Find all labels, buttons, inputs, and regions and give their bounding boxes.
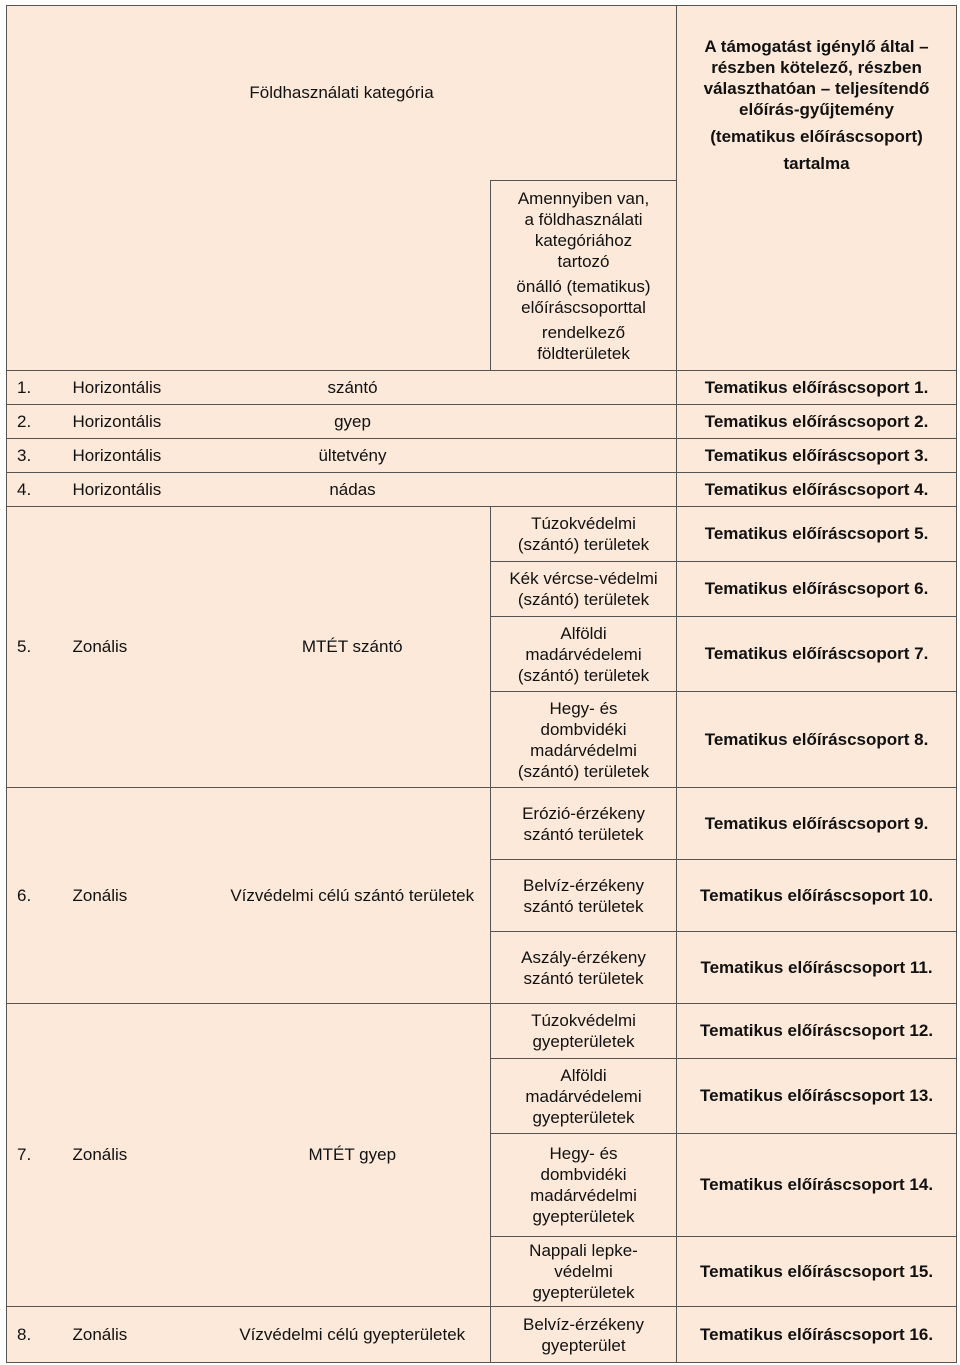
- requirements-header: [677, 6, 957, 371]
- thematic-area: [491, 860, 677, 932]
- thematic-area-line: gyepterületek: [532, 1032, 635, 1051]
- thematic-area-line: Aszály-érzékeny: [521, 947, 646, 967]
- row-requirement: Tematikus előíráscsoport 10.: [677, 860, 957, 932]
- row-category-label: nádas: [329, 479, 376, 499]
- row-category-label: ültetvény: [318, 445, 387, 465]
- thematic-area: [491, 507, 677, 562]
- table-row: [7, 439, 957, 473]
- row-requirement: Tematikus előíráscsoport 4.: [677, 473, 957, 507]
- group-category: Vízvédelmi célú gyepterületek: [215, 1307, 491, 1363]
- subheader-line: előíráscsoporttal: [521, 297, 646, 317]
- thematic-area: [491, 692, 677, 788]
- thematic-area-line: szántó területek: [523, 824, 644, 844]
- thematic-area: [491, 617, 677, 692]
- thematic-area-line: Nappali lepke-: [529, 1241, 638, 1260]
- subheader-line: földterületek: [537, 343, 630, 363]
- row-category: [215, 473, 677, 507]
- subheader-line: önálló (tematikus): [516, 276, 651, 296]
- requirements-header-line: A támogatást igénylő által –: [704, 37, 929, 56]
- table-row: [7, 788, 957, 860]
- row-number: 1.: [7, 371, 65, 405]
- group-number: 7.: [7, 1004, 65, 1307]
- thematic-area-line: Hegy- és: [549, 698, 618, 718]
- row-number: 2.: [7, 405, 65, 439]
- row-requirement: Tematikus előíráscsoport 7.: [677, 617, 957, 692]
- land-use-category-title: Földhasználati kategória: [249, 83, 434, 102]
- table-row: [7, 473, 957, 507]
- thematic-area-line: Belvíz-érzékeny: [523, 1314, 644, 1334]
- thematic-area-line: (szántó) területek: [517, 590, 650, 609]
- row-requirement: Tematikus előíráscsoport 16.: [677, 1307, 957, 1363]
- row-type: Horizontális: [65, 371, 215, 405]
- group-type: Zonális: [65, 788, 215, 1004]
- requirements-header-line: választhatóan – teljesítendő: [703, 79, 930, 98]
- group-type: Zonális: [65, 1307, 215, 1363]
- row-requirement: Tematikus előíráscsoport 1.: [677, 371, 957, 405]
- thematic-area-line: dombvidéki: [540, 719, 627, 739]
- group-number: 5.: [7, 507, 65, 788]
- thematic-area-line: Alföldi: [560, 1065, 607, 1085]
- thematic-area: [491, 1307, 677, 1363]
- requirements-header-line: előírás-gyűjtemény: [739, 100, 894, 119]
- group-category: MTÉT szántó: [215, 507, 491, 788]
- subheader-line: a földhasználati: [524, 209, 643, 229]
- row-category-label: gyep: [334, 411, 371, 431]
- thematic-subheader: [491, 181, 677, 371]
- row-type: Horizontális: [65, 473, 215, 507]
- subheader-line: tartozó: [557, 251, 610, 271]
- land-use-category-header: [7, 6, 677, 181]
- row-category: [215, 371, 677, 405]
- row-type: Horizontális: [65, 405, 215, 439]
- row-number: 4.: [7, 473, 65, 507]
- subheader-line: kategóriához: [534, 230, 633, 250]
- thematic-area: [491, 1237, 677, 1307]
- row-requirement: Tematikus előíráscsoport 3.: [677, 439, 957, 473]
- row-number: 3.: [7, 439, 65, 473]
- thematic-area-line: madárvédelmi: [530, 740, 637, 760]
- row-category: [215, 405, 677, 439]
- land-use-table: [6, 5, 957, 1363]
- header-row-1: [7, 6, 957, 181]
- group-type: Zonális: [65, 1004, 215, 1307]
- row-requirement: Tematikus előíráscsoport 8.: [677, 692, 957, 788]
- row-requirement: Tematikus előíráscsoport 9.: [677, 788, 957, 860]
- row-requirement: Tematikus előíráscsoport 2.: [677, 405, 957, 439]
- group-number: 8.: [7, 1307, 65, 1363]
- thematic-area-line: madárvédelemi: [525, 644, 642, 664]
- group-type: Zonális: [65, 507, 215, 788]
- group-category: MTÉT gyep: [215, 1004, 491, 1307]
- row-requirement: Tematikus előíráscsoport 14.: [677, 1134, 957, 1237]
- thematic-area-line: (szántó) területek: [517, 665, 650, 685]
- row-type: Horizontális: [65, 439, 215, 473]
- group-category: Vízvédelmi célú szántó területek: [215, 788, 491, 1004]
- thematic-area-line: Hegy- és: [549, 1144, 618, 1163]
- table-row: [7, 1004, 957, 1059]
- thematic-area-line: madárvédelmi: [530, 1186, 637, 1205]
- subheader-line: rendelkező: [541, 322, 626, 342]
- thematic-area: [491, 1134, 677, 1237]
- thematic-area-line: (szántó) területek: [517, 761, 650, 781]
- table-row: [7, 507, 957, 562]
- table-row: [7, 371, 957, 405]
- requirements-header-line: részben kötelező, részben: [711, 58, 922, 77]
- thematic-area-line: Erózió-érzékeny: [522, 803, 645, 823]
- row-requirement: Tematikus előíráscsoport 12.: [677, 1004, 957, 1059]
- thematic-area: [491, 562, 677, 617]
- row-category-label: szántó: [327, 377, 378, 397]
- thematic-area: [491, 1059, 677, 1134]
- thematic-area: [491, 1004, 677, 1059]
- row-requirement: Tematikus előíráscsoport 13.: [677, 1059, 957, 1134]
- thematic-area-line: szántó területek: [523, 968, 644, 988]
- row-requirement: Tematikus előíráscsoport 6.: [677, 562, 957, 617]
- thematic-area: [491, 788, 677, 860]
- thematic-area-line: gyepterületek: [532, 1207, 635, 1226]
- thematic-area-line: Kék vércse-védelmi: [509, 569, 658, 588]
- row-category: [215, 439, 677, 473]
- thematic-area-line: védelmi: [554, 1262, 613, 1281]
- thematic-area: [491, 932, 677, 1004]
- thematic-area-line: gyepterületek: [532, 1107, 635, 1127]
- table-row: [7, 1307, 957, 1363]
- row-requirement: Tematikus előíráscsoport 11.: [677, 932, 957, 1004]
- subheader-line: Amennyiben van,: [517, 188, 650, 208]
- requirements-header-line: (tematikus előíráscsoport): [710, 127, 923, 146]
- thematic-area-line: gyepterületek: [532, 1283, 635, 1302]
- thematic-area-line: dombvidéki: [540, 1165, 627, 1184]
- thematic-area-line: Belvíz-érzékeny: [523, 875, 644, 895]
- thematic-area-line: Túzokvédelmi: [531, 514, 636, 533]
- thematic-area-line: gyepterület: [541, 1335, 626, 1355]
- thematic-area-line: (szántó) területek: [517, 535, 650, 554]
- group-number: 6.: [7, 788, 65, 1004]
- thematic-area-line: madárvédelemi: [525, 1086, 642, 1106]
- thematic-area-line: Túzokvédelmi: [531, 1011, 636, 1030]
- thematic-area-line: szántó területek: [523, 896, 644, 916]
- row-requirement: Tematikus előíráscsoport 15.: [677, 1237, 957, 1307]
- table-row: [7, 405, 957, 439]
- requirements-header-line: tartalma: [783, 154, 850, 173]
- thematic-area-line: Alföldi: [560, 623, 607, 643]
- row-requirement: Tematikus előíráscsoport 5.: [677, 507, 957, 562]
